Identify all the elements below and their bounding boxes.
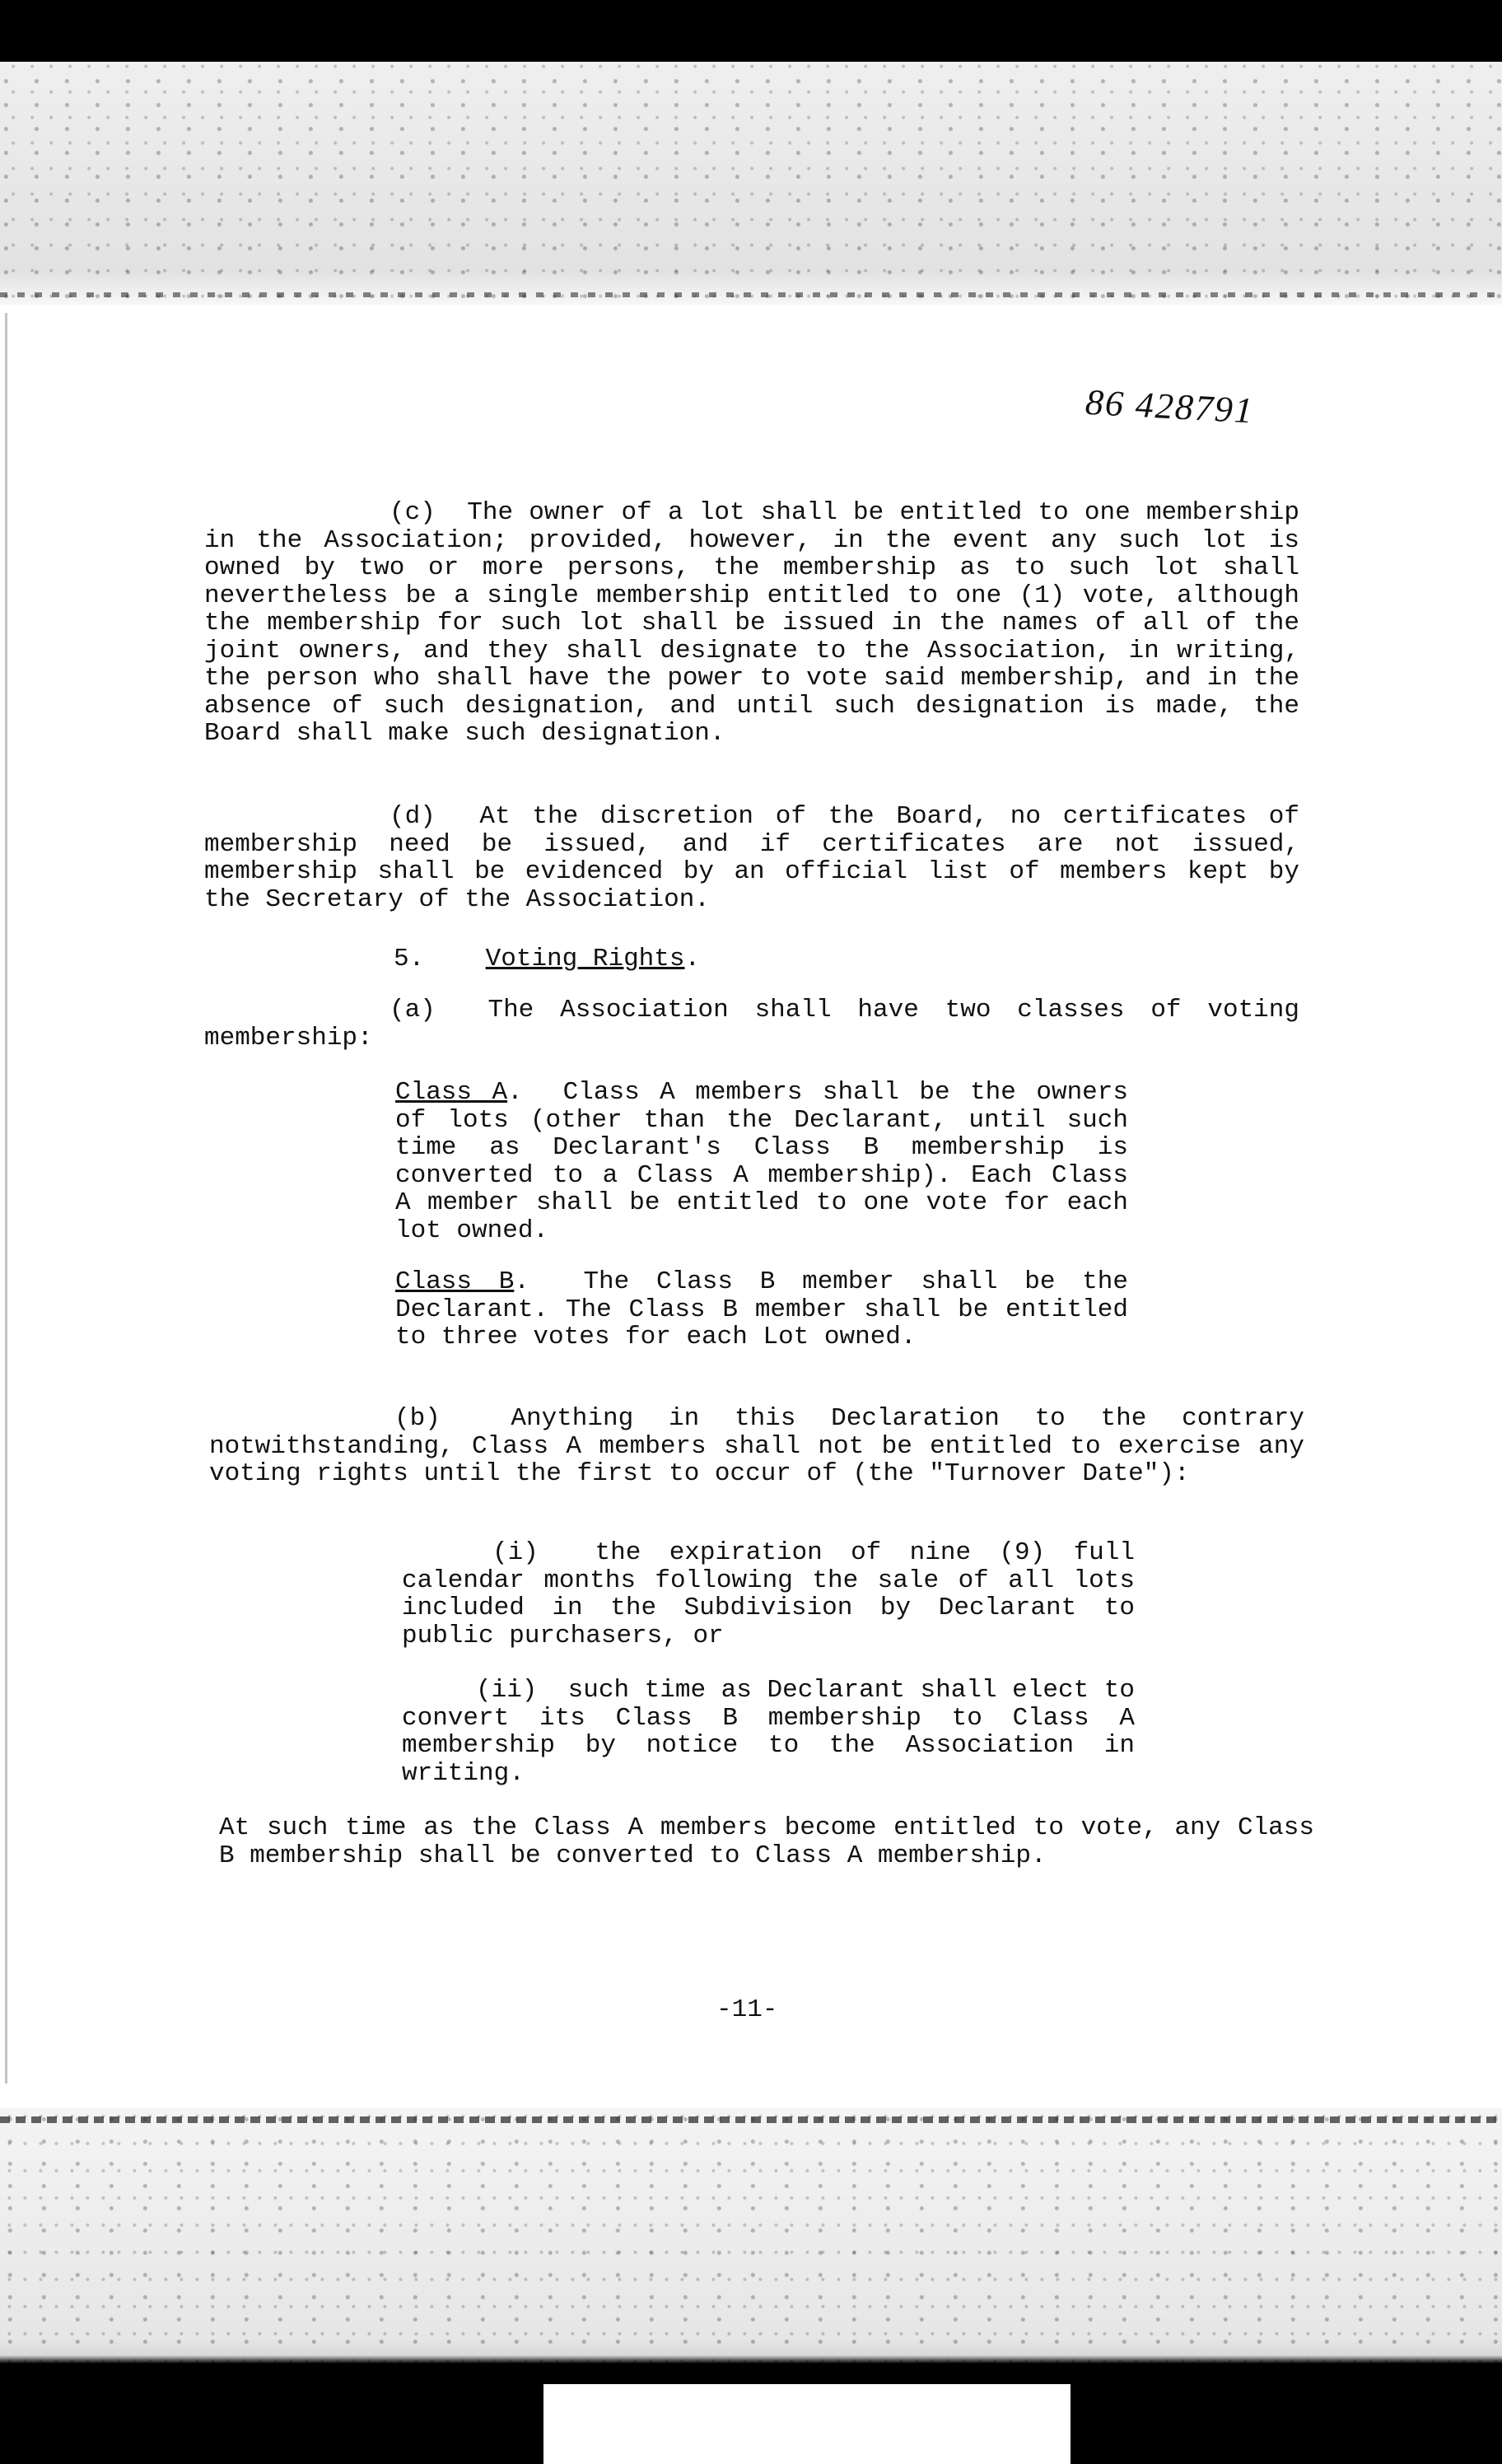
paragraph-a-label: (a) — [389, 996, 436, 1024]
section-5-title: Voting Rights — [485, 945, 685, 973]
class-b-text: The Class B member shall be the Declarant. The Class B member shall be entitled to three votes for each Lot owned. — [395, 1267, 1128, 1351]
class-b-heading: Class B — [395, 1267, 515, 1296]
item-ii — [402, 1677, 1135, 1787]
item-i-text: the expiration of nine (9) full calendar months following the sale of all lots included in the Subdivision by Declarant to public purchasers, or — [402, 1538, 1135, 1650]
paragraph-b — [209, 1405, 1304, 1488]
item-ii-text: such time as Declarant shall elect to convert its Class B membership to Class A membership by notice to the Association in writing. — [402, 1676, 1135, 1788]
paragraph-d-label: (d) — [389, 802, 436, 831]
paragraph-b-label: (b) — [394, 1404, 441, 1433]
paragraph-a — [204, 996, 1299, 1052]
class-a-text: Class A members shall be the owners of lots (other than the Declarant, until such time as Declarant's Class B membership is converted to a Class A membership). Each Class A member shall be entitled to one vote for each lot owned. — [395, 1078, 1128, 1245]
item-i — [402, 1539, 1135, 1650]
scan-edge-bottom — [0, 2116, 1502, 2123]
class-a-paragraph — [395, 1079, 1128, 1244]
class-b-heading-suffix: . — [514, 1267, 529, 1296]
paragraph-d — [204, 803, 1299, 913]
closing-paragraph: At such time as the Class A members become entitled to vote, any Class B membership shall be converted to Class A membership. — [219, 1813, 1314, 1870]
class-a-heading: Class A — [395, 1078, 508, 1107]
scan-edge-top — [0, 292, 1502, 297]
paragraph-c — [204, 499, 1299, 748]
section-5-title-suffix: . — [684, 945, 701, 973]
item-ii-label: (ii) — [476, 1676, 538, 1705]
document-number-stamp: 86 428791 — [1084, 381, 1256, 432]
item-i-label: (i) — [492, 1538, 539, 1567]
scan-bottom-white-area — [543, 2384, 1071, 2464]
class-b-paragraph — [395, 1268, 1128, 1351]
page-number: -11- — [716, 1995, 778, 2024]
paragraph-c-label: (c) — [389, 498, 436, 527]
scan-noise-top — [0, 0, 1502, 305]
section-5-number: 5. — [394, 945, 425, 973]
paragraph-a-text: The Association shall have two classes of voting membership: — [204, 996, 1299, 1052]
paragraph-b-text: Anything in this Declaration to the contrary notwithstanding, Class A members shall not be entitled to exercise any voting rights until the first to occur of (the "Turnover Date"): — [209, 1404, 1304, 1488]
paragraph-d-text: At the discretion of the Board, no certificates of membership need be issued, and if certificates are not issued, membership shall be evidenced by an official list of members kept by the Secretary of the Association. — [204, 802, 1299, 914]
paragraph-c-text: The owner of a lot shall be entitled to one membership in the Association; provided, however, in the event any such lot is owned by two or more persons, the membership as to such lot shall nevertheless be a single membership entitled to one (1) vote, although the membership for such lot shall be issued in the names of all of the joint owners, and they shall designate to the Association, in writing, the person who shall have the power to vote said membership, and in the absence of such designation, and until such designation is made, the Board shall make such designation. — [204, 498, 1299, 748]
scan-left-margin-line — [5, 313, 7, 2084]
class-a-heading-suffix: . — [507, 1078, 523, 1107]
section-5-heading — [394, 945, 1052, 973]
